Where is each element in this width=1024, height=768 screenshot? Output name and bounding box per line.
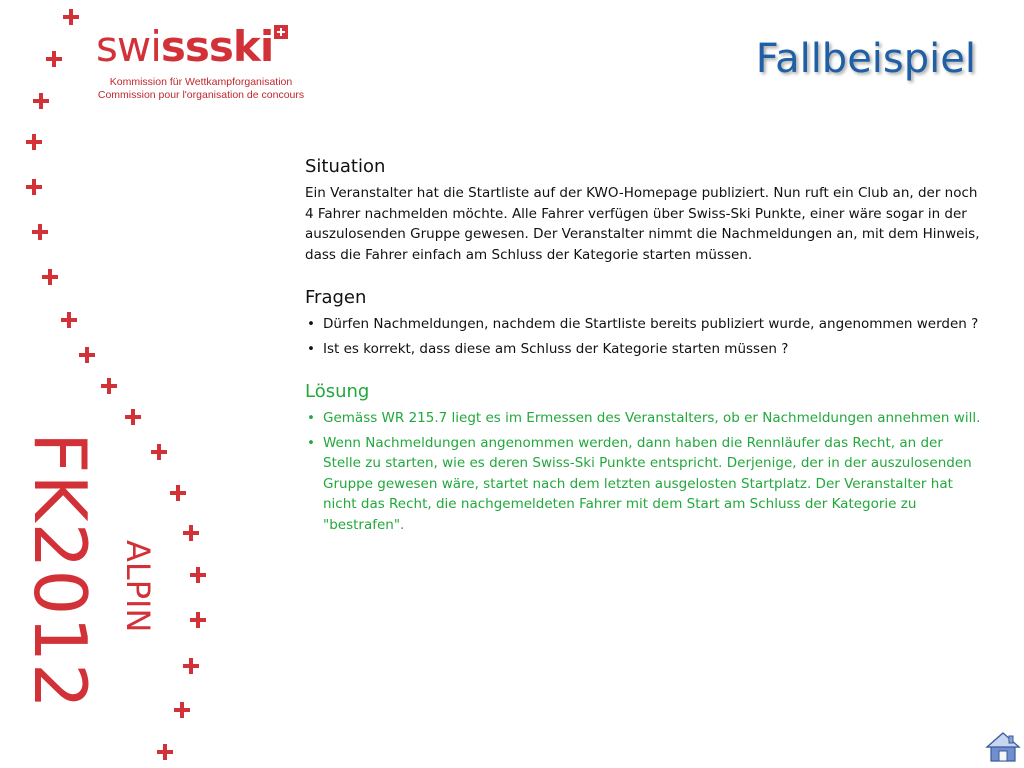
logo-subtitle [96, 76, 306, 102]
fragen-heading: Fragen [305, 287, 367, 308]
cross-icon [170, 485, 186, 501]
loesung-heading: Lösung [305, 381, 370, 402]
situation-section [305, 156, 985, 265]
list-item: • Wenn Nachmeldungen angenommen werden, dann haben die Rennläufer das Recht, an der Stelle zu starten, wie es deren Swiss-Ski Punkte entspricht. Derjenige, der in der auszulosenden Gruppe gewesen wäre, startet nach dem letzten ausgelosten Startplatz. Der Veranstalter hat nicht das Recht, die nachgemeldeten Fahrer mit dem Start am Schluss der Kategorie zu "bestrafen". [305, 433, 985, 536]
cross-icon [33, 93, 49, 109]
swissski-logo [96, 22, 306, 102]
fragen-list [305, 314, 985, 359]
cross-icon [125, 409, 141, 425]
cross-icon [183, 658, 199, 674]
cross-icon [190, 567, 206, 583]
page-title: Fallbeispiel [755, 36, 976, 82]
cross-icon [183, 525, 199, 541]
cross-icon [79, 347, 95, 363]
vertical-label-alpin: ALPIN [119, 540, 157, 633]
home-button[interactable] [985, 730, 1021, 764]
situation-heading: Situation [305, 156, 386, 177]
list-item: • Dürfen Nachmeldungen, nachdem die Startliste bereits publiziert wurde, angenommen werden ? [305, 314, 985, 335]
cross-icon [61, 312, 77, 328]
logo-word-light: swi [96, 22, 161, 71]
logo-wordmark [96, 22, 306, 72]
cross-icon [151, 444, 167, 460]
cross-icon [46, 51, 62, 67]
cross-icon [174, 702, 190, 718]
list-item: • Gemäss WR 215.7 liegt es im Ermessen des Veranstalters, ob er Nachmeldungen annehmen will. [305, 408, 985, 429]
fragen-section [305, 287, 985, 359]
situation-text: Ein Veranstalter hat die Startliste auf der KWO-Homepage publiziert. Nun ruft ein Club an, der noch 4 Fahrer nachmelden möchte. Alle Fahrer verfügen über Swiss-Ski Punkte, einer wäre sogar in der auszulosenden Gruppe gewesen. Der Veranstalter nimmt die Nachmeldungen an, mit dem Hinweis, dass die Fahrer einfach am Schluss der Kategorie starten müssen. [305, 185, 980, 263]
loesung-list [305, 408, 985, 535]
cross-icon [101, 378, 117, 394]
cross-icon [32, 224, 48, 240]
loesung-section [305, 381, 985, 535]
cross-icon [190, 612, 206, 628]
logo-subtitle-de: Kommission für Wettkampforganisation [109, 76, 293, 88]
logo-word-bold: ssski [160, 22, 274, 71]
cross-icon [26, 134, 42, 150]
home-icon[interactable] [985, 730, 1021, 764]
swiss-flag-icon [274, 25, 288, 39]
logo-subtitle-fr: Commission pour l'organisation de concours [97, 89, 305, 101]
content [305, 156, 985, 557]
vertical-label-fk2012: FK2012 [18, 432, 102, 710]
cross-icon [26, 179, 42, 195]
cross-icon [42, 269, 58, 285]
list-item: • Ist es korrekt, dass diese am Schluss der Kategorie starten müssen ? [305, 339, 985, 360]
cross-icon [63, 9, 79, 25]
cross-icon [157, 744, 173, 760]
